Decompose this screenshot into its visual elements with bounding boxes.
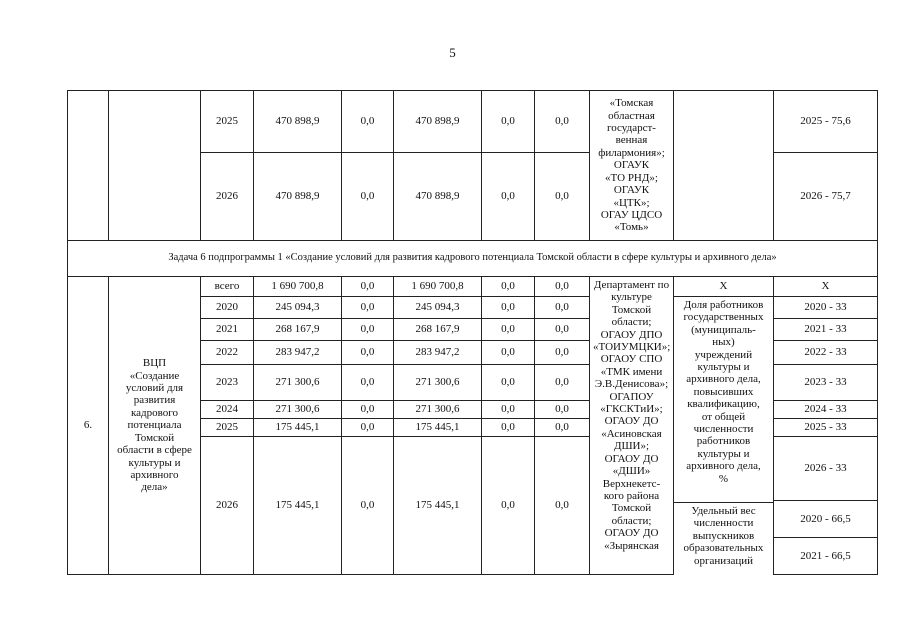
other-cell: 0,0	[535, 277, 590, 297]
target-x-mark: Х	[774, 277, 878, 297]
local-cell: 0,0	[482, 365, 535, 401]
target-cell: 2026 - 33	[774, 437, 877, 501]
local-cell: 0,0	[482, 319, 535, 341]
indicator-cell	[674, 91, 774, 241]
table-row	[68, 91, 878, 153]
event-name-cell: ВЦП «Создание условий для развития кадрового потенциала Томской области в сфере культуры и архивного дела»	[109, 277, 201, 575]
local-cell: 0,0	[482, 297, 535, 319]
target-cell: 2021 - 66,5	[800, 550, 851, 562]
total-cell: 470 898,9	[254, 91, 342, 153]
total-cell: 271 300,6	[254, 401, 342, 419]
total-cell: 283 947,2	[254, 341, 342, 365]
target-cell: 2020 - 66,5	[774, 501, 877, 538]
regional-cell: 283 947,2	[394, 341, 482, 365]
indicator-cell	[674, 297, 774, 575]
federal-cell: 0,0	[342, 419, 394, 437]
local-cell: 0,0	[482, 277, 535, 297]
regional-cell: 271 300,6	[394, 365, 482, 401]
task-title-row	[68, 241, 878, 277]
target-stack-cell	[774, 437, 878, 575]
federal-cell: 0,0	[342, 91, 394, 153]
federal-cell: 0,0	[342, 437, 394, 575]
year-cell: 2022	[201, 341, 254, 365]
executors-cell	[590, 277, 674, 575]
other-cell: 0,0	[535, 91, 590, 153]
total-cell: 268 167,9	[254, 319, 342, 341]
event-name-cell	[109, 91, 201, 241]
target-cell: 2023 - 33	[774, 365, 878, 401]
federal-cell: 0,0	[342, 365, 394, 401]
target-cell: 2025 - 33	[774, 419, 878, 437]
federal-cell: 0,0	[342, 401, 394, 419]
total-cell: 470 898,9	[254, 153, 342, 241]
total-cell: 1 690 700,8	[254, 277, 342, 297]
regional-cell: 245 094,3	[394, 297, 482, 319]
target-cell: 2024 - 33	[774, 401, 878, 419]
local-cell: 0,0	[482, 437, 535, 575]
regional-cell: 1 690 700,8	[394, 277, 482, 297]
total-cell: 271 300,6	[254, 365, 342, 401]
target-cell: 2021 - 33	[774, 319, 878, 341]
regional-cell: 271 300,6	[394, 401, 482, 419]
regional-cell: 470 898,9	[394, 153, 482, 241]
indicator-2-text: Удельный вес численности выпускников образовательных организаций	[674, 502, 773, 569]
program-table	[67, 90, 878, 575]
regional-cell: 268 167,9	[394, 319, 482, 341]
year-cell: 2026	[201, 437, 254, 575]
target-cell: 2025 - 75,6	[774, 91, 878, 153]
other-cell: 0,0	[535, 297, 590, 319]
regional-cell: 470 898,9	[394, 91, 482, 153]
table-row	[68, 277, 878, 297]
executors-cell: «Томская областная государст- венная филармония»; ОГАУК «ТО РНД»; ОГАУК «ЦТК»; ОГАУ ЦДСО «Томь»	[590, 91, 674, 241]
other-cell: 0,0	[535, 437, 590, 575]
row-number-cell	[68, 91, 109, 241]
local-cell: 0,0	[482, 401, 535, 419]
page-number: 5	[449, 45, 456, 60]
year-cell: 2026	[201, 153, 254, 241]
year-cell: 2023	[201, 365, 254, 401]
local-cell: 0,0	[482, 153, 535, 241]
year-cell: всего	[201, 277, 254, 297]
other-cell: 0,0	[535, 319, 590, 341]
other-cell: 0,0	[535, 401, 590, 419]
local-cell: 0,0	[482, 341, 535, 365]
local-cell: 0,0	[482, 91, 535, 153]
federal-cell: 0,0	[342, 341, 394, 365]
total-cell: 175 445,1	[254, 419, 342, 437]
local-cell: 0,0	[482, 419, 535, 437]
total-cell: 245 094,3	[254, 297, 342, 319]
indicator-1-text: Доля работников государственных (муниципаль- ных) учреждений культуры и архивного дела, повысивших квалификацию, от общей численности работников культуры и архивного дела, %	[683, 299, 764, 485]
federal-cell: 0,0	[342, 153, 394, 241]
other-cell: 0,0	[535, 365, 590, 401]
task-title: Задача 6 подпрограммы 1 «Создание условий для развития кадрового потенциала Томской области в сфере культуры и архивного дела»	[68, 241, 878, 277]
other-cell: 0,0	[535, 153, 590, 241]
target-cell: 2020 - 33	[774, 297, 878, 319]
year-cell: 2025	[201, 419, 254, 437]
row-number-cell: 6.	[68, 277, 109, 575]
other-cell: 0,0	[535, 341, 590, 365]
year-cell: 2021	[201, 319, 254, 341]
year-cell: 2024	[201, 401, 254, 419]
regional-cell: 175 445,1	[394, 437, 482, 575]
other-cell: 0,0	[535, 419, 590, 437]
indicator-x-mark: Х	[674, 277, 774, 297]
target-cell: 2026 - 75,7	[774, 153, 878, 241]
total-cell: 175 445,1	[254, 437, 342, 575]
federal-cell: 0,0	[342, 277, 394, 297]
regional-cell: 175 445,1	[394, 419, 482, 437]
executors-text: Департамент по культуре Томской области; ОГАОУ ДПО «ТОИУМЦКИ»; ОГАОУ СПО «ТМК имени Э.В.Денисова»; ОГАПОУ «ГКСКТиИ»; ОГАОУ ДО «Асиновская ДШИ»; ОГАОУ ДО «ДШИ» Верхнекетс- кого района Томской области; ОГАОУ ДО «Зырянская	[593, 279, 670, 552]
year-cell: 2025	[201, 91, 254, 153]
federal-cell: 0,0	[342, 319, 394, 341]
year-cell: 2020	[201, 297, 254, 319]
target-cell: 2022 - 33	[774, 341, 878, 365]
federal-cell: 0,0	[342, 297, 394, 319]
